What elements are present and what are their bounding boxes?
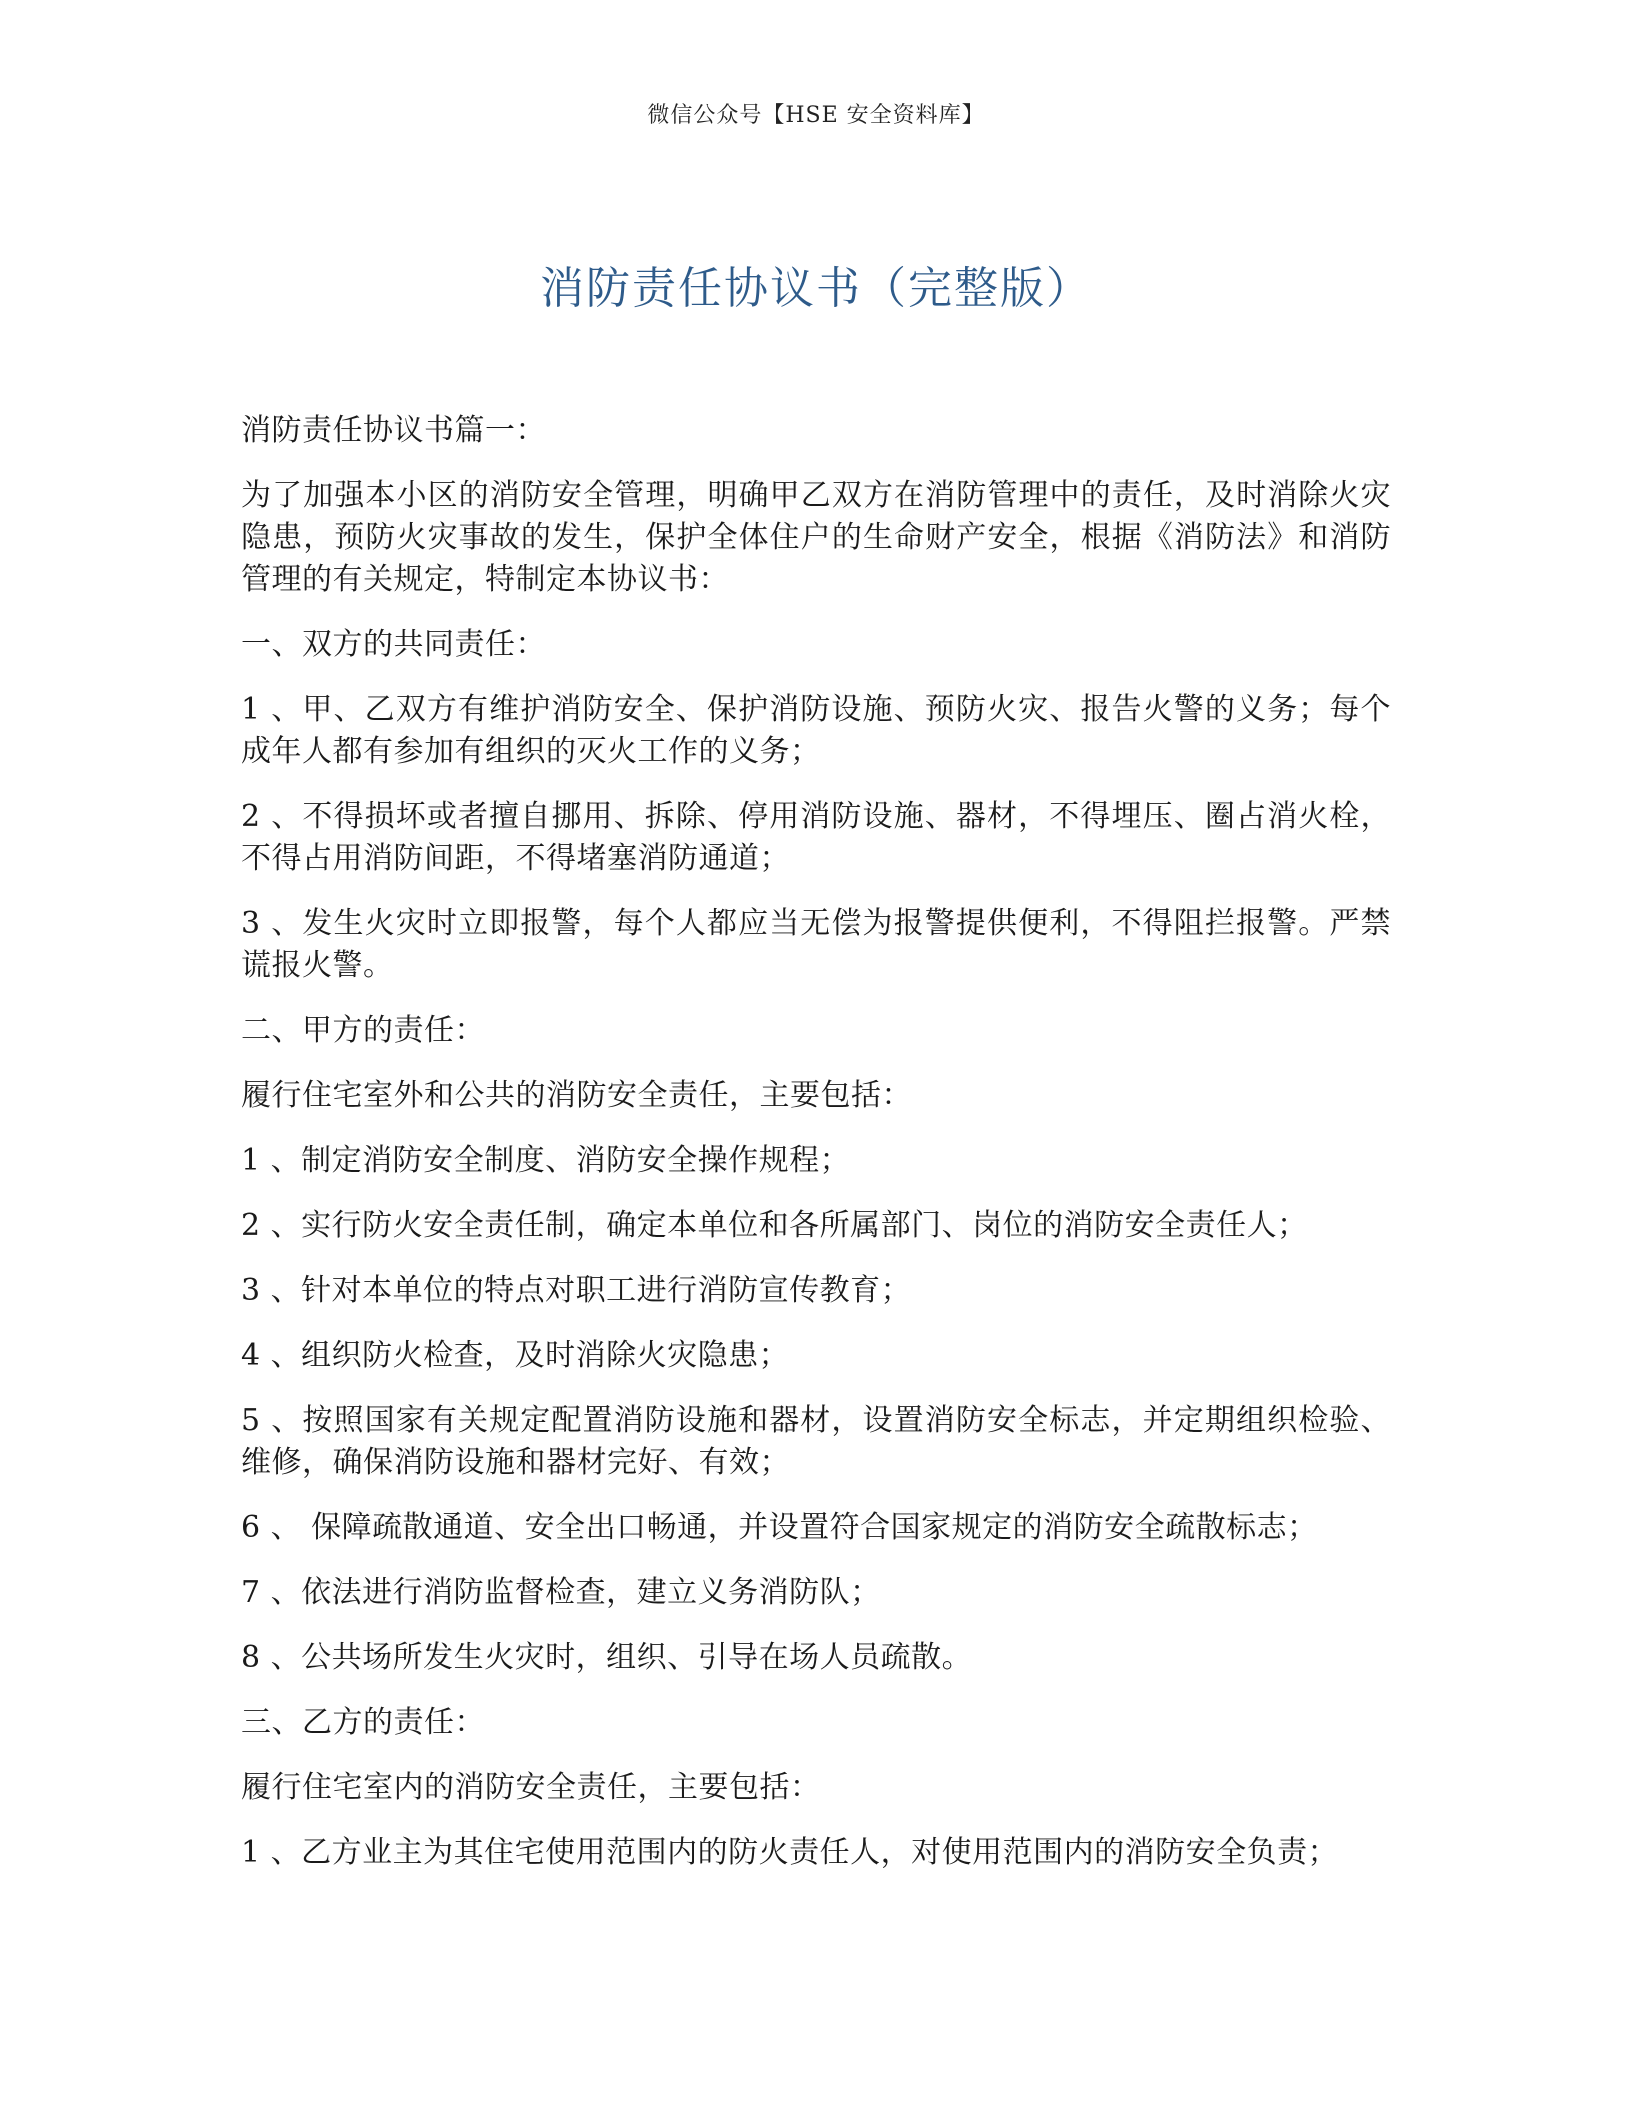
list-item: 2 、实行防火安全责任制，确定本单位和各所属部门、岗位的消防安全责任人； (241, 1208, 1308, 1243)
paragraph: 消防责任协议书篇一： (241, 413, 546, 448)
list-item: 6 、 保障疏散通道、安全出口畅通，并设置符合国家规定的消防安全疏散标志； (241, 1510, 1318, 1545)
list-item: 2 、不得损坏或者擅自挪用、拆除、停用消防设施、器材，不得埋压、圈占消火栓，不得占用消防间距，不得堵塞消防通道； (241, 799, 1391, 876)
section-heading: 二、甲方的责任： (241, 1013, 485, 1048)
page-header: 微信公众号【HSE 安全资料库】 (647, 103, 985, 128)
list-item: 3 、针对本单位的特点对职工进行消防宣传教育； (241, 1273, 912, 1308)
section-heading: 一、双方的共同责任： (241, 627, 546, 662)
paragraph: 为了加强本小区的消防安全管理，明确甲乙双方在消防管理中的责任，及时消除火灾隐患，预防火灾事故的发生，保护全体住户的生命财产安全，根据《消防法》和消防管理的有关规定，特制定本协议书： (241, 478, 1391, 597)
paragraph: 履行住宅室外和公共的消防安全责任，主要包括： (241, 1078, 912, 1113)
list-item: 7 、依法进行消防监督检查，建立义务消防队； (241, 1575, 881, 1610)
list-item: 1 、乙方业主为其住宅使用范围内的防火责任人，对使用范围内的消防安全负责； (241, 1835, 1339, 1870)
section-heading: 三、乙方的责任： (241, 1705, 485, 1740)
list-item: 4 、组织防火检查，及时消除火灾隐患； (241, 1338, 790, 1373)
paragraph: 履行住宅室内的消防安全责任，主要包括： (241, 1770, 821, 1805)
list-item: 1 、制定消防安全制度、消防安全操作规程； (241, 1143, 851, 1178)
list-item: 1 、甲、乙双方有维护消防安全、保护消防设施、预防火灾、报告火警的义务；每个成年人都有参加有组织的灭火工作的义务； (241, 692, 1391, 769)
list-item: 3 、发生火灾时立即报警，每个人都应当无偿为报警提供便利，不得阻拦报警。严禁谎报火警。 (241, 906, 1391, 983)
document-title: 消防责任协议书（完整版） (540, 263, 1092, 314)
document-body (241, 410, 1391, 1897)
list-item: 8 、公共场所发生火灾时，组织、引导在场人员疏散。 (241, 1640, 973, 1675)
list-item: 5 、按照国家有关规定配置消防设施和器材，设置消防安全标志，并定期组织检验、维修，确保消防设施和器材完好、有效； (241, 1403, 1391, 1480)
